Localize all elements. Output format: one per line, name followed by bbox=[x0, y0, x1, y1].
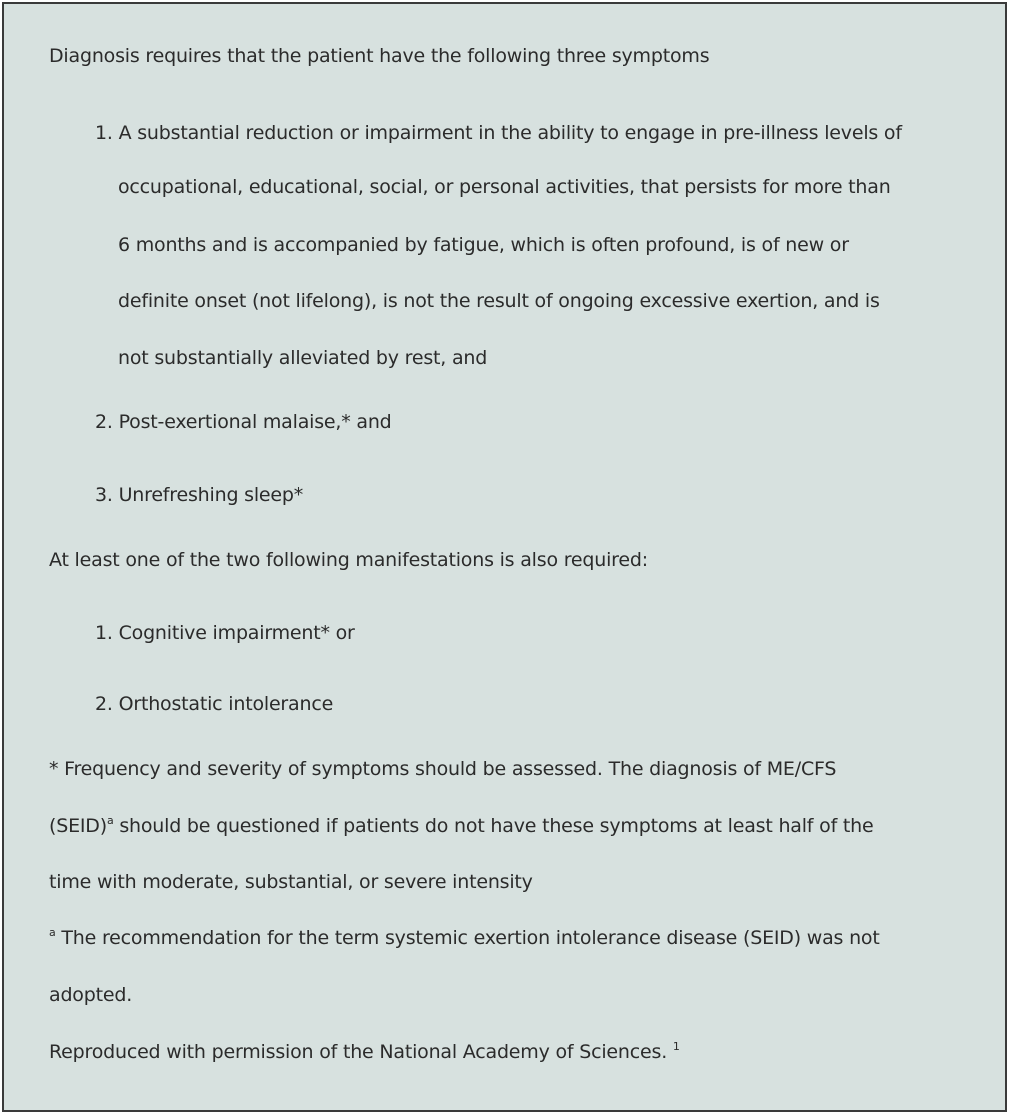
symptom-1-line-3: 6 months and is accompanied by fatigue, which is often profound, is of new or bbox=[118, 234, 849, 256]
manifestation-2-number: 2. bbox=[95, 693, 113, 715]
symptom-2-text: Post-exertional malaise,* and bbox=[118, 411, 392, 433]
symptom-1-line-4: definite onset (not lifelong), is not the result of ongoing excessive exertion, and is bbox=[118, 290, 880, 312]
footnote-star-line-3: time with moderate, substantial, or severe intensity bbox=[49, 871, 533, 893]
footnote-a-label: a bbox=[49, 926, 56, 939]
also-required-text: At least one of the two following manifestations is also required: bbox=[49, 549, 648, 571]
footnote-star-line-1: * Frequency and severity of symptoms should be assessed. The diagnosis of ME/CFS bbox=[49, 758, 837, 780]
footnote-a-line-1 bbox=[49, 926, 880, 950]
footnote-star-seid: (SEID) bbox=[49, 815, 107, 837]
symptom-1-line-5: not substantially alleviated by rest, and bbox=[118, 347, 488, 369]
footnote-star-line-2 bbox=[49, 814, 873, 838]
symptom-1-number: 1. bbox=[95, 122, 113, 144]
symptom-1-text-1: A substantial reduction or impairment in the ability to engage in pre-illness levels of bbox=[118, 122, 902, 144]
source-text: Reproduced with permission of the National Academy of Sciences. bbox=[49, 1041, 673, 1063]
criteria-box bbox=[2, 2, 1007, 1112]
manifestation-1-number: 1. bbox=[95, 622, 113, 644]
footnote-a-line-2: adopted. bbox=[49, 984, 133, 1006]
symptom-3 bbox=[95, 483, 303, 507]
footnote-star-line-2-text: should be questioned if patients do not have these symptoms at least half of the bbox=[113, 815, 874, 837]
symptom-1-line-2: occupational, educational, social, or personal activities, that persists for more than bbox=[118, 176, 891, 198]
footnote-a-text: The recommendation for the term systemic exertion intolerance disease (SEID) was not bbox=[55, 927, 880, 949]
symptom-2 bbox=[95, 410, 392, 434]
reference-number: 1 bbox=[672, 1040, 680, 1053]
manifestation-1 bbox=[95, 621, 355, 645]
source-line bbox=[49, 1040, 680, 1064]
manifestation-2 bbox=[95, 692, 333, 716]
manifestation-2-text: Orthostatic intolerance bbox=[118, 693, 334, 715]
symptom-3-text: Unrefreshing sleep* bbox=[118, 484, 304, 506]
symptom-2-number: 2. bbox=[95, 411, 113, 433]
manifestation-1-text: Cognitive impairment* or bbox=[118, 622, 355, 644]
intro-text: Diagnosis requires that the patient have the following three symptoms bbox=[49, 45, 710, 67]
footnote-a-marker: a bbox=[106, 814, 114, 827]
symptom-1-line-1 bbox=[95, 121, 902, 145]
symptom-3-number: 3. bbox=[95, 484, 113, 506]
